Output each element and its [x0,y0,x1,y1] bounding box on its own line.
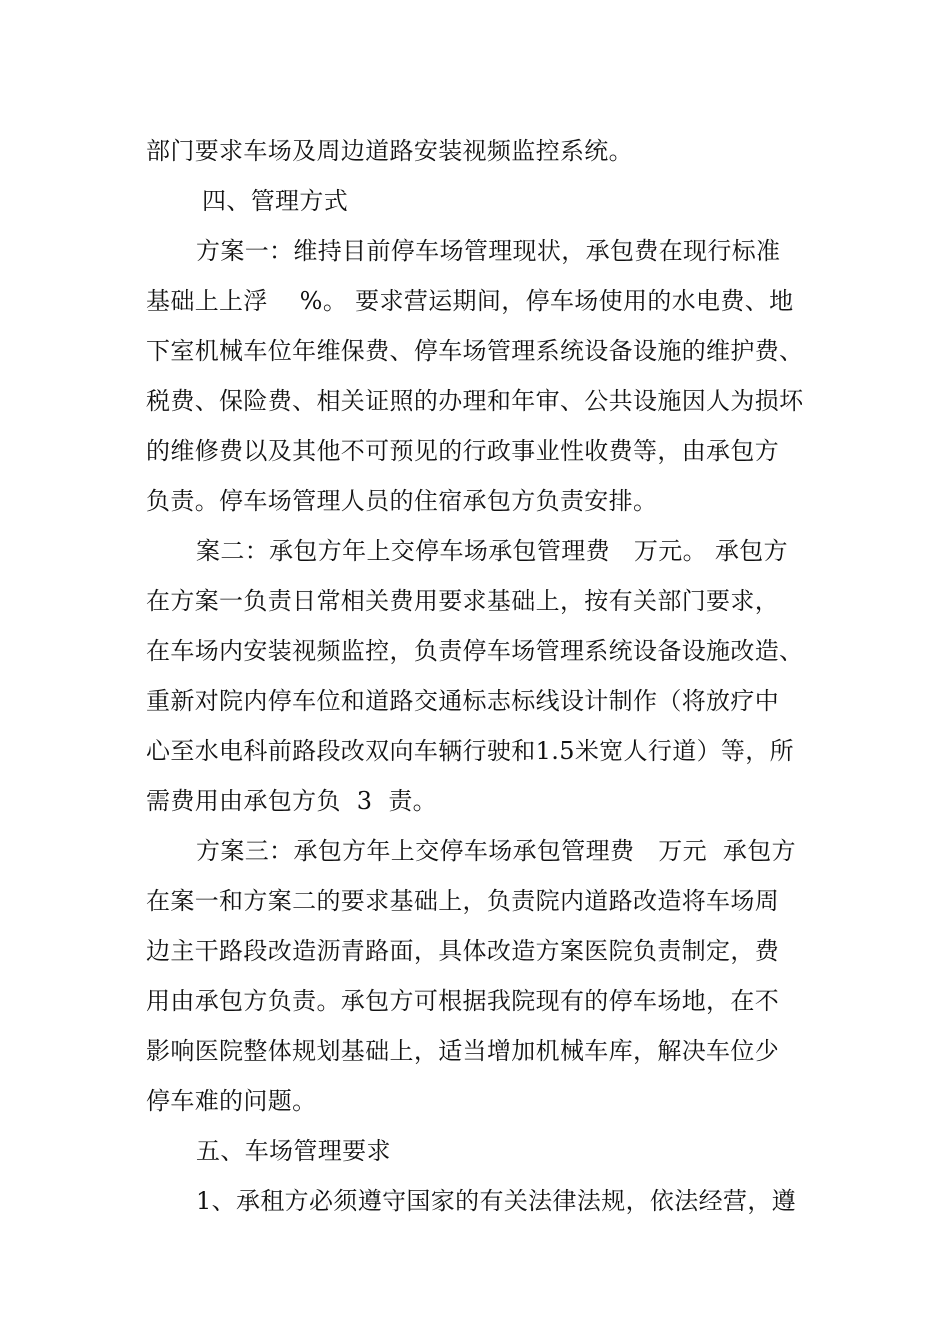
paragraph-line: 方案三：承包方年上交停车场承包管理费 万元 承包方 [196,837,796,865]
paragraph-line: 重新对院内停车位和道路交通标志标线设计制作（将放疗中 [146,687,780,715]
section-heading: 五、车场管理要求 [196,1137,391,1165]
paragraph-line: 心至水电科前路段改双向车辆行驶和1.5米宽人行道）等，所 [146,737,794,765]
paragraph-line: 方案一：维持目前停车场管理现状，承包费在现行标准 [196,237,781,265]
paragraph-line: 用由承包方负责。承包方可根据我院现有的停车场地，在不 [146,987,780,1015]
paragraph-line: 影响医院整体规划基础上，适当增加机械车库，解决车位少 [146,1037,780,1065]
paragraph-line: 部门要求车场及周边道路安装视频监控系统。 [146,137,633,165]
paragraph-line: 负责。停车场管理人员的住宿承包方负责安排。 [146,487,658,515]
paragraph-line: 在车场内安装视频监控，负责停车场管理系统设备设施改造、 [146,637,804,665]
paragraph-line: 1、承租方必须遵守国家的有关法律法规，依法经营，遵 [196,1187,797,1215]
paragraph-line: 税费、保险费、相关证照的办理和年审、公共设施因人为损坏 [146,387,804,415]
paragraph-line: 在方案一负责日常相关费用要求基础上，按有关部门要求， [146,587,780,615]
paragraph-line: 在案一和方案二的要求基础上，负责院内道路改造将车场周 [146,887,780,915]
paragraph-line: 需费用由承包方负 3 责。 [146,787,438,815]
paragraph-line: 案二：承包方年上交停车场承包管理费 万元。 承包方 [196,537,788,565]
paragraph-line: 停车难的问题。 [146,1087,317,1115]
paragraph-line: 基础上上浮 %。 要求营运期间，停车场使用的水电费、地 [146,287,794,315]
paragraph-line: 的维修费以及其他不可预见的行政事业性收费等，由承包方 [146,437,780,465]
paragraph-line: 下室机械车位年维保费、停车场管理系统设备设施的维护费、 [146,337,804,365]
section-heading: 四、管理方式 [202,187,349,215]
paragraph-line: 边主干路段改造沥青路面，具体改造方案医院负责制定，费 [146,937,780,965]
